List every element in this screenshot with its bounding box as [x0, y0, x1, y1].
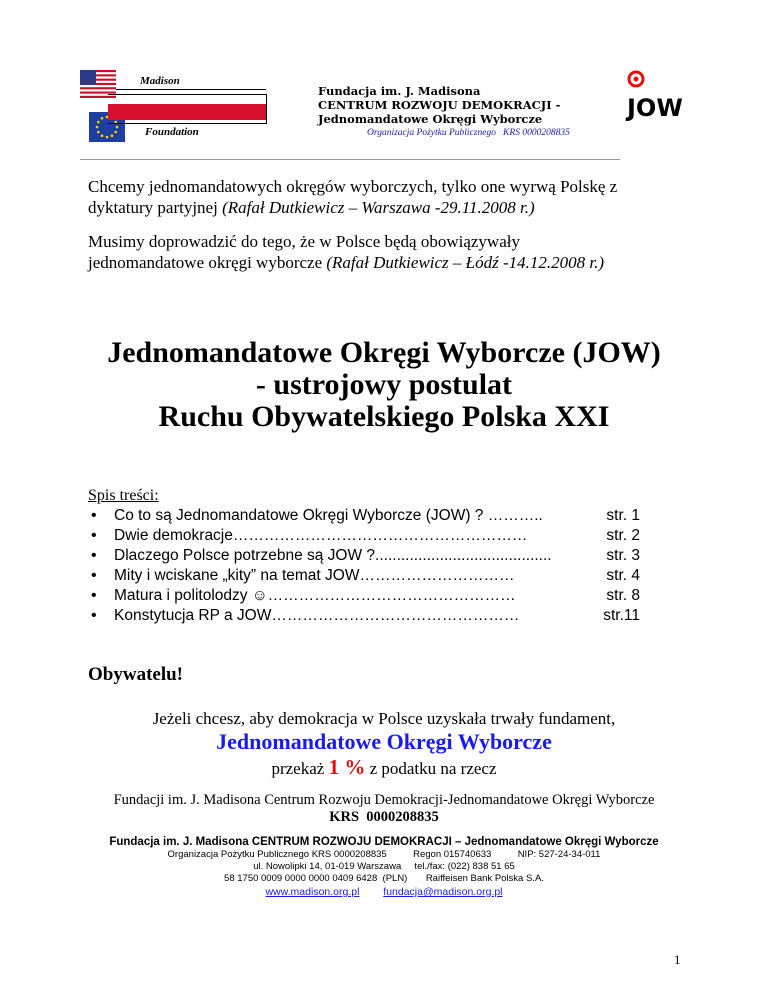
footer-line-2: Organizacja Pożytku Publicznego KRS 0000208835 Regon 015740633 NIP: 527-24-34-011 — [167, 849, 601, 860]
quote-2-line2: jednomandatowe okręgi wyborcze (Rafał Dutkiewicz – Łódź -14.12.2008 r.) — [88, 253, 605, 272]
jow-logo-icon — [622, 70, 682, 126]
appeal-highlight: Jednomandatowe Okręgi Wyborcze — [216, 729, 552, 754]
quote-2-line1: Musimy doprowadzić do tego, że w Polsce będą obowiązywały — [88, 232, 520, 251]
toc-item[interactable]: • Matura i politolodzy ☺………………………………………… str. 8 — [88, 586, 640, 606]
recipient-line: Fundacji im. J. Madisona Centrum Rozwoju Demokracji-Jednomandatowe Okręgi Wyborcze — [113, 792, 655, 808]
donate-amount: 1 % — [328, 755, 366, 779]
email-link[interactable]: fundacja@madison.org.pl — [383, 886, 503, 898]
logo-word-madison: Madison — [140, 75, 180, 87]
table-of-contents — [88, 486, 640, 626]
logo-top-line — [116, 89, 266, 90]
appeal-line: Jeżeli chcesz, aby demokracja w Polsce uzyskała trwały fundament, — [152, 709, 616, 728]
org-line-3: Jednomandatowe Okręgi Wyborcze — [318, 112, 543, 126]
jow-logo — [622, 70, 682, 126]
quote-2 — [88, 231, 604, 273]
org-line-1: Fundacja im. J. Madisona — [318, 84, 481, 98]
page-number: 1 — [674, 952, 681, 967]
svg-text:JOW: JOW — [627, 94, 682, 122]
quote-1-line1: Chcemy jednomandatowych okręgów wyborczych, tylko one wyrwą Polskę z — [88, 177, 618, 196]
quote-2-cite: (Rafał Dutkiewicz – Łódź -14.12.2008 r.) — [326, 253, 605, 272]
footer-line-1: Fundacja im. J. Madisona CENTRUM ROZWOJU DEMOKRACJI – Jednomandatowe Okręgi Wyborcze — [109, 836, 659, 848]
quote-1-line2: dyktatury partyjnej (Rafał Dutkiewicz – Warszawa -29.11.2008 r.) — [88, 198, 535, 217]
org-line-2: CENTRUM ROZWOJU DEMOKRACJI - — [318, 98, 561, 112]
logo-red-band — [108, 104, 266, 120]
toc-list — [88, 506, 640, 626]
footer-links — [0, 885, 768, 899]
toc-item[interactable]: • Co to są Jednomandatowe Okręgi Wyborcze (JOW) ? ……….. str. 1 — [88, 506, 640, 526]
footer-line-3: ul. Nowolipki 14, 01-019 Warszawa tel./fax: (022) 838 51 65 — [253, 861, 515, 872]
krs-line: KRS 0000208835 — [329, 809, 439, 825]
quote-1-cite: (Rafał Dutkiewicz – Warszawa -29.11.2008 r.) — [222, 198, 535, 217]
title-line-3: Ruchu Obywatelskiego Polska XXI — [158, 400, 610, 433]
quote-1 — [88, 176, 617, 218]
org-subtitle: Organizacja Pożytku Publicznego KRS 0000208835 — [367, 128, 570, 138]
footer-line-4: 58 1750 0009 0000 0000 0409 6428 (PLN) Raiffeisen Bank Polska S.A. — [224, 873, 544, 884]
website-link[interactable]: www.madison.org.pl — [265, 886, 360, 898]
toc-heading: Spis treści: — [88, 487, 159, 504]
header-divider — [80, 159, 620, 160]
toc-item[interactable]: • Konstytucja RP a JOW………………………………………… str.11 — [88, 606, 640, 626]
donate-line: przekaż 1 % z podatku na rzecz — [271, 755, 497, 779]
toc-item[interactable]: • Dlaczego Polsce potrzebne są JOW ?......................................... str. 3 — [88, 546, 640, 566]
footer — [0, 835, 768, 899]
logo-word-foundation: Foundation — [145, 126, 199, 138]
title-line-1: Jednomandatowe Okręgi Wyborcze (JOW) — [107, 336, 661, 369]
appeal-heading: Obywatelu! — [88, 664, 183, 685]
toc-item[interactable]: • Dwie demokracje………………………………………………… str. 2 — [88, 526, 640, 546]
org-name-block — [318, 84, 560, 126]
toc-item[interactable]: • Mity i wciskane „kity” na temat JOW………………………… str. 4 — [88, 566, 640, 586]
document-title — [0, 337, 768, 433]
title-line-2: - ustrojowy postulat — [255, 368, 513, 401]
